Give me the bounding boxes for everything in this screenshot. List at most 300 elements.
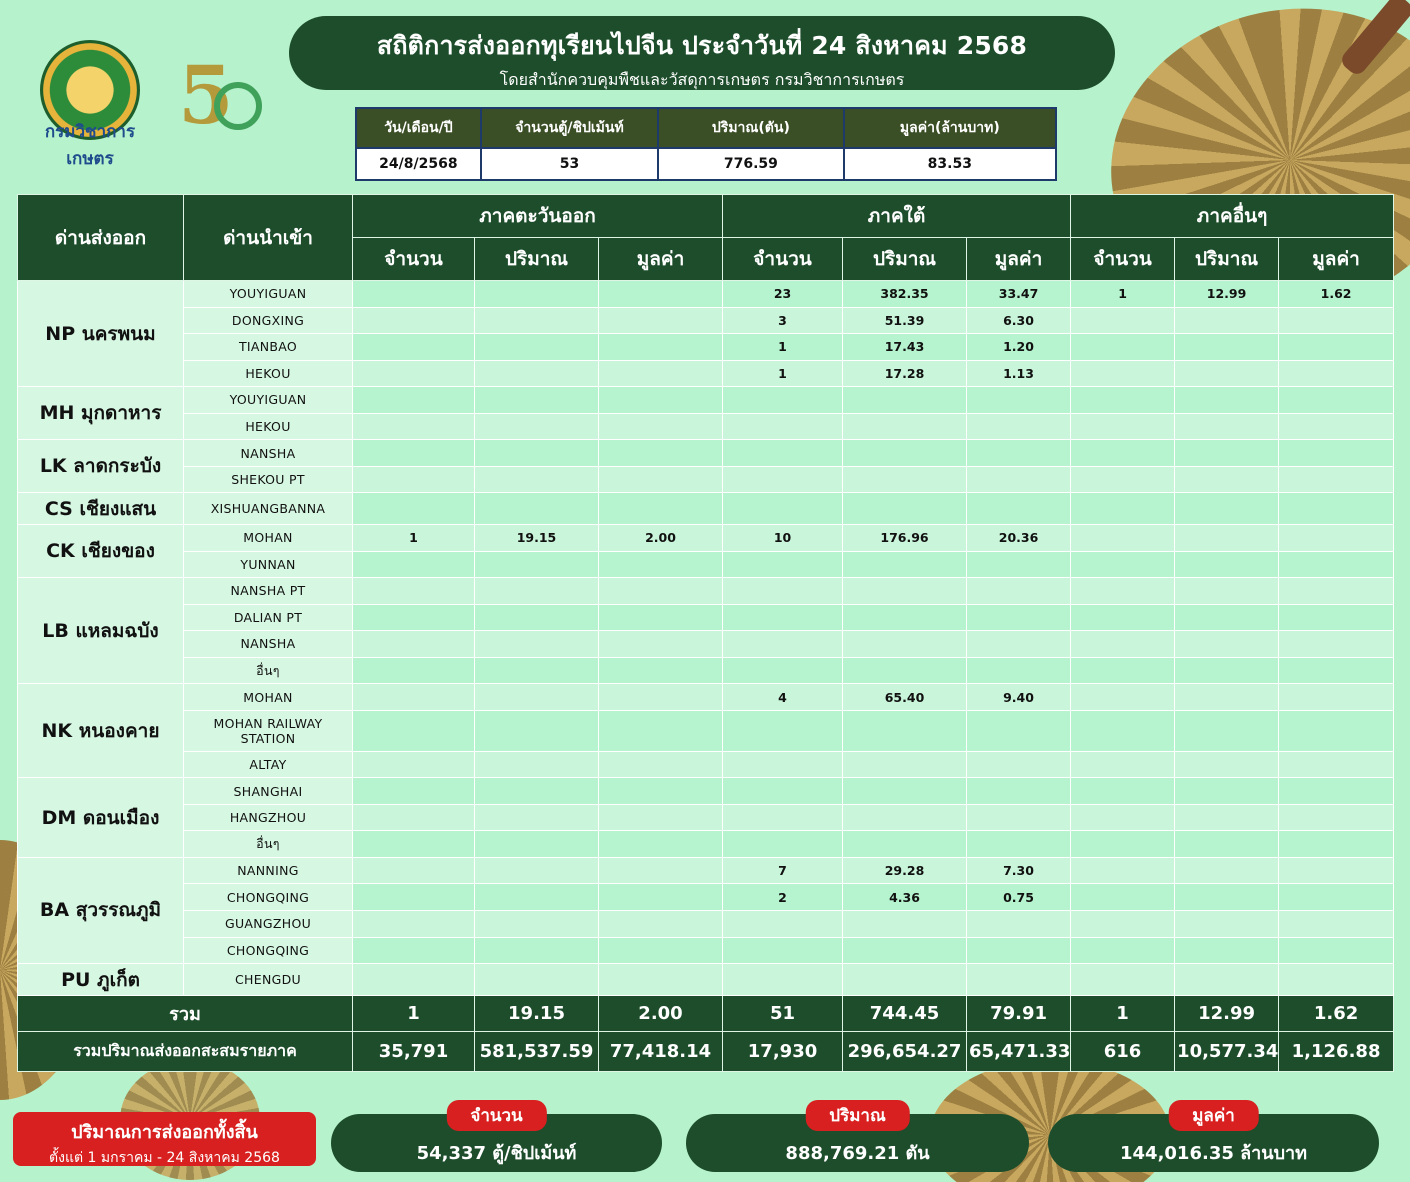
table-row <box>18 631 1394 658</box>
data-cell <box>1279 551 1394 578</box>
data-cell <box>843 551 967 578</box>
data-cell <box>723 631 843 658</box>
data-cell <box>967 440 1071 467</box>
total-volume-pill <box>686 1106 1029 1172</box>
data-cell: 17.43 <box>843 334 967 361</box>
data-cell: 65.40 <box>843 684 967 711</box>
table-row <box>18 440 1394 467</box>
total-cell: 744.45 <box>843 996 967 1032</box>
data-cell <box>599 710 723 751</box>
data-cell <box>723 578 843 605</box>
data-cell <box>353 964 475 996</box>
data-cell <box>353 387 475 414</box>
data-cell <box>599 387 723 414</box>
data-cell: 6.30 <box>967 307 1071 334</box>
data-cell <box>1175 578 1279 605</box>
data-cell <box>843 937 967 964</box>
import-checkpoint-name: CHONGQING <box>184 937 353 964</box>
data-cell <box>843 910 967 937</box>
data-cell: 17.28 <box>843 360 967 387</box>
table-row <box>18 413 1394 440</box>
data-cell <box>1279 413 1394 440</box>
summary-date: 24/8/2568 <box>356 148 481 180</box>
page-subtitle: โดยสำนักควบคุมพืชและวัสดุการเกษตร กรมวิชาการเกษตร <box>499 70 905 89</box>
table-row <box>18 937 1394 964</box>
table-row <box>18 857 1394 884</box>
value-badge: มูลค่า <box>1168 1100 1259 1131</box>
table-row <box>18 466 1394 493</box>
export-checkpoint-name: DM ดอนเมือง <box>18 778 184 858</box>
data-cell <box>1071 440 1175 467</box>
import-checkpoint-name: NANSHA <box>184 440 353 467</box>
data-cell <box>353 281 475 308</box>
import-checkpoint-name: HANGZHOU <box>184 804 353 831</box>
data-cell: 1 <box>723 360 843 387</box>
data-cell <box>353 751 475 778</box>
data-cell <box>475 413 599 440</box>
table-row <box>18 884 1394 911</box>
data-cell <box>1175 751 1279 778</box>
data-cell <box>843 578 967 605</box>
table-row <box>18 804 1394 831</box>
data-cell <box>843 710 967 751</box>
data-cell <box>1279 578 1394 605</box>
cumulative-label: รวมปริมาณส่งออกสะสมรายภาค <box>18 1032 353 1072</box>
data-cell <box>723 413 843 440</box>
import-checkpoint-name: ALTAY <box>184 751 353 778</box>
data-cell: 0.75 <box>967 884 1071 911</box>
page-title: สถิติการส่งออกทุเรียนไปจีน ประจำวันที่ 24 สิงหาคม 2568 <box>376 31 1028 60</box>
data-cell <box>723 831 843 858</box>
data-cell <box>1279 440 1394 467</box>
total-export-period: ตั้งแต่ 1 มกราคม - 24 สิงหาคม 2568 <box>49 1150 280 1166</box>
data-cell <box>1071 578 1175 605</box>
data-cell <box>1071 857 1175 884</box>
import-checkpoint-name: NANSHA PT <box>184 578 353 605</box>
import-checkpoint-name: HEKOU <box>184 413 353 440</box>
table-row <box>18 657 1394 684</box>
import-checkpoint-name: SHANGHAI <box>184 778 353 805</box>
data-cell <box>1279 964 1394 996</box>
cumulative-cell: 17,930 <box>723 1032 843 1072</box>
data-cell <box>599 631 723 658</box>
header-region-south: ภาคใต้ <box>723 195 1071 238</box>
data-cell <box>599 964 723 996</box>
data-cell <box>967 413 1071 440</box>
data-cell: 1.20 <box>967 334 1071 361</box>
data-cell <box>1279 334 1394 361</box>
data-cell <box>843 387 967 414</box>
data-cell <box>1279 493 1394 525</box>
data-cell <box>599 604 723 631</box>
cumulative-cell: 616 <box>1071 1032 1175 1072</box>
data-cell <box>353 631 475 658</box>
data-cell <box>1279 307 1394 334</box>
data-cell <box>723 751 843 778</box>
data-cell <box>1279 751 1394 778</box>
data-cell <box>1071 413 1175 440</box>
total-value-value: 144,016.35 ล้านบาท <box>1120 1143 1307 1164</box>
data-cell <box>353 493 475 525</box>
data-cell <box>475 910 599 937</box>
data-cell <box>353 884 475 911</box>
count-badge: จำนวน <box>446 1100 546 1131</box>
cumulative-cell: 35,791 <box>353 1032 475 1072</box>
data-cell <box>353 578 475 605</box>
data-cell <box>353 710 475 751</box>
subheader-count: จำนวน <box>723 238 843 281</box>
data-cell <box>1071 804 1175 831</box>
total-cell: 1 <box>1071 996 1175 1032</box>
table-row <box>18 387 1394 414</box>
table-row <box>18 751 1394 778</box>
data-cell <box>1175 307 1279 334</box>
data-cell <box>843 466 967 493</box>
table-row <box>18 360 1394 387</box>
data-cell <box>599 831 723 858</box>
data-cell <box>599 937 723 964</box>
table-header-row <box>18 195 1394 238</box>
data-cell <box>1279 884 1394 911</box>
data-cell <box>1071 493 1175 525</box>
data-cell <box>843 604 967 631</box>
data-cell <box>1071 551 1175 578</box>
cumulative-cell: 296,654.27 <box>843 1032 967 1072</box>
data-cell <box>475 710 599 751</box>
import-checkpoint-name: อื่นๆ <box>184 831 353 858</box>
total-volume-value: 888,769.21 ตัน <box>785 1143 930 1164</box>
data-cell <box>1175 387 1279 414</box>
data-cell <box>475 684 599 711</box>
data-cell <box>475 937 599 964</box>
data-cell <box>843 804 967 831</box>
data-cell <box>353 360 475 387</box>
subheader-value: มูลค่า <box>967 238 1071 281</box>
data-cell <box>723 466 843 493</box>
subheader-count: จำนวน <box>353 238 475 281</box>
total-export-title: ปริมาณการส่งออกทั้งสิ้น <box>71 1122 258 1143</box>
data-cell: 23 <box>723 281 843 308</box>
data-cell <box>475 551 599 578</box>
subheader-volume: ปริมาณ <box>1175 238 1279 281</box>
data-cell <box>843 831 967 858</box>
export-checkpoint-name: LB แหลมฉบัง <box>18 578 184 684</box>
total-cell: 51 <box>723 996 843 1032</box>
export-checkpoint-name: PU ภูเก็ต <box>18 964 184 996</box>
summary-value-row <box>356 148 1056 180</box>
data-cell <box>475 440 599 467</box>
data-cell <box>1175 551 1279 578</box>
data-cell <box>599 684 723 711</box>
data-cell <box>475 387 599 414</box>
data-cell <box>1071 525 1175 552</box>
data-cell <box>967 804 1071 831</box>
data-cell <box>475 360 599 387</box>
data-cell <box>723 551 843 578</box>
data-cell <box>1071 387 1175 414</box>
data-cell: 2.00 <box>599 525 723 552</box>
data-cell <box>1175 334 1279 361</box>
data-cell <box>1071 751 1175 778</box>
import-checkpoint-name: HEKOU <box>184 360 353 387</box>
total-label: รวม <box>18 996 353 1032</box>
subheader-volume: ปริมาณ <box>475 238 599 281</box>
data-cell <box>723 804 843 831</box>
data-cell <box>353 910 475 937</box>
data-cell <box>843 631 967 658</box>
data-cell <box>1279 604 1394 631</box>
cumulative-row <box>18 1032 1394 1072</box>
data-cell <box>1279 684 1394 711</box>
data-cell <box>1071 307 1175 334</box>
summary-header-row <box>356 108 1056 148</box>
cumulative-cell: 1,126.88 <box>1279 1032 1394 1072</box>
data-cell <box>1175 910 1279 937</box>
data-cell <box>1175 631 1279 658</box>
export-statistics-table <box>17 194 1394 1072</box>
data-cell <box>1071 466 1175 493</box>
data-cell: 19.15 <box>475 525 599 552</box>
data-cell <box>1071 778 1175 805</box>
table-row <box>18 578 1394 605</box>
data-cell <box>1175 964 1279 996</box>
data-cell <box>475 657 599 684</box>
data-cell <box>967 710 1071 751</box>
import-checkpoint-name: YOUYIGUAN <box>184 281 353 308</box>
data-cell <box>1071 831 1175 858</box>
data-cell: 33.47 <box>967 281 1071 308</box>
data-cell <box>353 466 475 493</box>
data-cell <box>967 493 1071 525</box>
anniversary-50-logo <box>178 48 268 148</box>
data-cell <box>723 937 843 964</box>
data-cell <box>475 884 599 911</box>
data-cell: 12.99 <box>1175 281 1279 308</box>
table-row <box>18 831 1394 858</box>
import-checkpoint-name: GUANGZHOU <box>184 910 353 937</box>
data-cell <box>1071 710 1175 751</box>
data-cell <box>967 831 1071 858</box>
data-cell <box>967 657 1071 684</box>
data-cell <box>475 334 599 361</box>
data-cell: 29.28 <box>843 857 967 884</box>
data-cell <box>353 804 475 831</box>
data-cell <box>599 440 723 467</box>
data-cell: 7 <box>723 857 843 884</box>
data-cell: 9.40 <box>967 684 1071 711</box>
header-region-other: ภาคอื่นๆ <box>1071 195 1394 238</box>
subheader-value: มูลค่า <box>1279 238 1394 281</box>
data-cell <box>353 831 475 858</box>
data-cell <box>353 551 475 578</box>
data-cell <box>475 631 599 658</box>
data-cell <box>967 751 1071 778</box>
data-cell <box>1175 884 1279 911</box>
data-cell <box>1175 657 1279 684</box>
data-cell: 382.35 <box>843 281 967 308</box>
subheader-count: จำนวน <box>1071 238 1175 281</box>
total-count-pill <box>331 1106 662 1172</box>
table-row <box>18 307 1394 334</box>
import-checkpoint-name: DONGXING <box>184 307 353 334</box>
data-cell <box>475 751 599 778</box>
cumulative-cell: 77,418.14 <box>599 1032 723 1072</box>
volume-badge: ปริมาณ <box>805 1100 909 1131</box>
data-cell <box>967 910 1071 937</box>
import-checkpoint-name: MOHAN <box>184 684 353 711</box>
data-cell: 10 <box>723 525 843 552</box>
table-row <box>18 334 1394 361</box>
data-cell <box>1175 857 1279 884</box>
import-checkpoint-name: NANSHA <box>184 631 353 658</box>
data-cell <box>1279 360 1394 387</box>
table-row <box>18 551 1394 578</box>
anniversary-digit: 5 <box>178 48 234 142</box>
data-cell <box>599 751 723 778</box>
doa-logo-text: กรมวิชาการเกษตร <box>44 122 136 169</box>
header-export-checkpoint: ด่านส่งออก <box>18 195 184 281</box>
data-cell <box>599 493 723 525</box>
data-cell <box>1175 684 1279 711</box>
data-cell <box>967 466 1071 493</box>
table-row <box>18 525 1394 552</box>
data-cell <box>599 551 723 578</box>
data-cell <box>967 387 1071 414</box>
title-banner <box>289 16 1115 90</box>
export-checkpoint-name: BA สุวรรณภูมิ <box>18 857 184 963</box>
data-cell <box>723 710 843 751</box>
summary-header-containers: จำนวนตู้/ชิปเม้นท์ <box>481 108 658 148</box>
data-cell <box>353 657 475 684</box>
data-cell <box>475 578 599 605</box>
import-checkpoint-name: DALIAN PT <box>184 604 353 631</box>
total-cell: 19.15 <box>475 996 599 1032</box>
export-checkpoint-name: LK ลาดกระบัง <box>18 440 184 493</box>
subheader-value: มูลค่า <box>599 238 723 281</box>
data-cell <box>967 578 1071 605</box>
data-cell <box>1175 710 1279 751</box>
data-cell <box>475 857 599 884</box>
summary-header-volume: ปริมาณ(ตัน) <box>658 108 844 148</box>
data-cell: 1 <box>353 525 475 552</box>
total-count-value: 54,337 ตู้/ชิปเม้นท์ <box>416 1143 577 1164</box>
import-checkpoint-name: MOHAN RAILWAY STATION <box>184 710 353 751</box>
export-checkpoint-name: MH มุกดาหาร <box>18 387 184 440</box>
data-cell: 4.36 <box>843 884 967 911</box>
data-cell <box>353 413 475 440</box>
total-row <box>18 996 1394 1032</box>
data-cell: 51.39 <box>843 307 967 334</box>
data-cell <box>723 387 843 414</box>
data-cell <box>967 604 1071 631</box>
data-cell <box>599 910 723 937</box>
data-cell: 20.36 <box>967 525 1071 552</box>
import-checkpoint-name: YOUYIGUAN <box>184 387 353 414</box>
table-row <box>18 964 1394 996</box>
table-row <box>18 684 1394 711</box>
data-cell <box>723 440 843 467</box>
import-checkpoint-name: NANNING <box>184 857 353 884</box>
cumulative-cell: 10,577.34 <box>1175 1032 1279 1072</box>
import-checkpoint-name: YUNNAN <box>184 551 353 578</box>
total-cell: 1 <box>353 996 475 1032</box>
data-cell <box>723 964 843 996</box>
cumulative-cell: 65,471.33 <box>967 1032 1071 1072</box>
data-cell <box>1279 387 1394 414</box>
data-cell <box>843 778 967 805</box>
table-row <box>18 910 1394 937</box>
data-cell <box>599 307 723 334</box>
summary-header-value: มูลค่า(ล้านบาท) <box>844 108 1056 148</box>
data-cell <box>723 910 843 937</box>
data-cell <box>475 831 599 858</box>
data-cell <box>1071 684 1175 711</box>
data-cell <box>1279 778 1394 805</box>
data-cell <box>1279 831 1394 858</box>
export-checkpoint-name: CK เชียงของ <box>18 525 184 578</box>
import-checkpoint-name: อื่นๆ <box>184 657 353 684</box>
data-cell <box>1175 360 1279 387</box>
import-checkpoint-name: TIANBAO <box>184 334 353 361</box>
data-cell: 3 <box>723 307 843 334</box>
data-cell <box>353 937 475 964</box>
import-checkpoint-name: MOHAN <box>184 525 353 552</box>
data-cell <box>599 804 723 831</box>
data-cell <box>1175 937 1279 964</box>
data-cell: 176.96 <box>843 525 967 552</box>
table-row <box>18 604 1394 631</box>
data-cell <box>723 493 843 525</box>
data-cell: 1 <box>1071 281 1175 308</box>
data-cell <box>599 413 723 440</box>
summary-containers: 53 <box>481 148 658 180</box>
data-cell <box>599 281 723 308</box>
data-cell <box>1175 604 1279 631</box>
data-cell <box>1071 964 1175 996</box>
data-cell <box>475 804 599 831</box>
data-cell <box>475 778 599 805</box>
data-cell <box>1071 604 1175 631</box>
data-cell <box>599 578 723 605</box>
total-cell: 2.00 <box>599 996 723 1032</box>
data-cell: 7.30 <box>967 857 1071 884</box>
data-cell <box>967 551 1071 578</box>
import-checkpoint-name: XISHUANGBANNA <box>184 493 353 525</box>
data-cell: 2 <box>723 884 843 911</box>
import-checkpoint-name: CHENGDU <box>184 964 353 996</box>
data-cell <box>475 493 599 525</box>
data-cell <box>599 857 723 884</box>
data-cell <box>353 307 475 334</box>
data-cell <box>843 964 967 996</box>
data-cell <box>1279 857 1394 884</box>
data-cell <box>1175 831 1279 858</box>
data-cell <box>353 684 475 711</box>
summary-header-date: วัน/เดือน/ปี <box>356 108 481 148</box>
data-cell <box>1071 937 1175 964</box>
data-cell <box>967 631 1071 658</box>
data-cell <box>599 466 723 493</box>
data-cell: 1.13 <box>967 360 1071 387</box>
data-cell <box>723 657 843 684</box>
data-cell <box>353 440 475 467</box>
data-cell <box>1175 778 1279 805</box>
data-cell <box>967 964 1071 996</box>
export-checkpoint-name: NP นครพนม <box>18 281 184 387</box>
data-cell <box>1175 466 1279 493</box>
data-cell <box>843 493 967 525</box>
total-value-pill <box>1048 1106 1379 1172</box>
